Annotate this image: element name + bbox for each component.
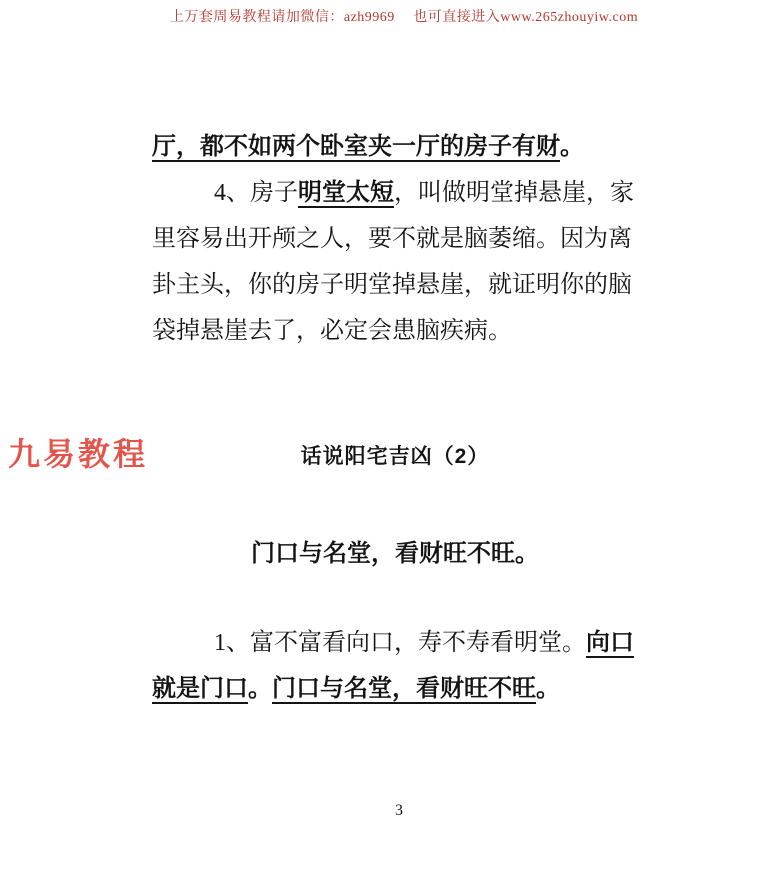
text-line (152, 124, 638, 170)
text-segment: 卦主头，你的房子明堂掉悬崖，就证明你的脑 (152, 272, 632, 298)
text-segment: 。 (560, 133, 584, 160)
text-segment: ，叫做明堂掉悬崖，家 (394, 180, 634, 206)
paragraph-4 (152, 170, 638, 354)
paragraph-1 (152, 620, 638, 712)
text-segment: 明堂太短 (298, 179, 394, 206)
text-segment: 向口 (586, 629, 634, 656)
text-line (152, 262, 638, 308)
upper-text-block (152, 124, 638, 354)
page-number: 3 (395, 802, 403, 819)
section-heading: 话说阳宅吉凶（2） (300, 445, 490, 468)
text-segment: 里容易出开颅之人，要不就是脑萎缩。因为离 (152, 226, 632, 252)
text-segment: 就是门口 (152, 675, 248, 702)
text-segment: 。 (248, 675, 272, 702)
text-line (152, 308, 638, 354)
promo-header-text: 上万套周易教程请加微信：azh9969 也可直接进入www.265zhouyiw.com (169, 10, 639, 25)
paragraph-prev-tail (152, 124, 638, 170)
text-line (152, 666, 638, 712)
text-segment: 4、房子 (214, 180, 298, 206)
text-segment: 。 (536, 675, 560, 702)
text-segment: 1、富不富看向口，寿不寿看明堂。 (214, 630, 586, 656)
text-segment: 厅，都不如两个卧室夹一厅的房子有财 (152, 133, 560, 160)
text-line (152, 216, 638, 262)
watermark-logo-text: 九易教程 (8, 436, 149, 472)
text-segment: 袋掉悬崖去了，必定会患脑疾病。 (152, 318, 512, 344)
section-subheading: 门口与名堂，看财旺不旺。 (251, 540, 539, 567)
text-line (152, 170, 638, 216)
text-line (152, 620, 638, 666)
text-segment: 门口与名堂，看财旺不旺 (272, 675, 536, 702)
